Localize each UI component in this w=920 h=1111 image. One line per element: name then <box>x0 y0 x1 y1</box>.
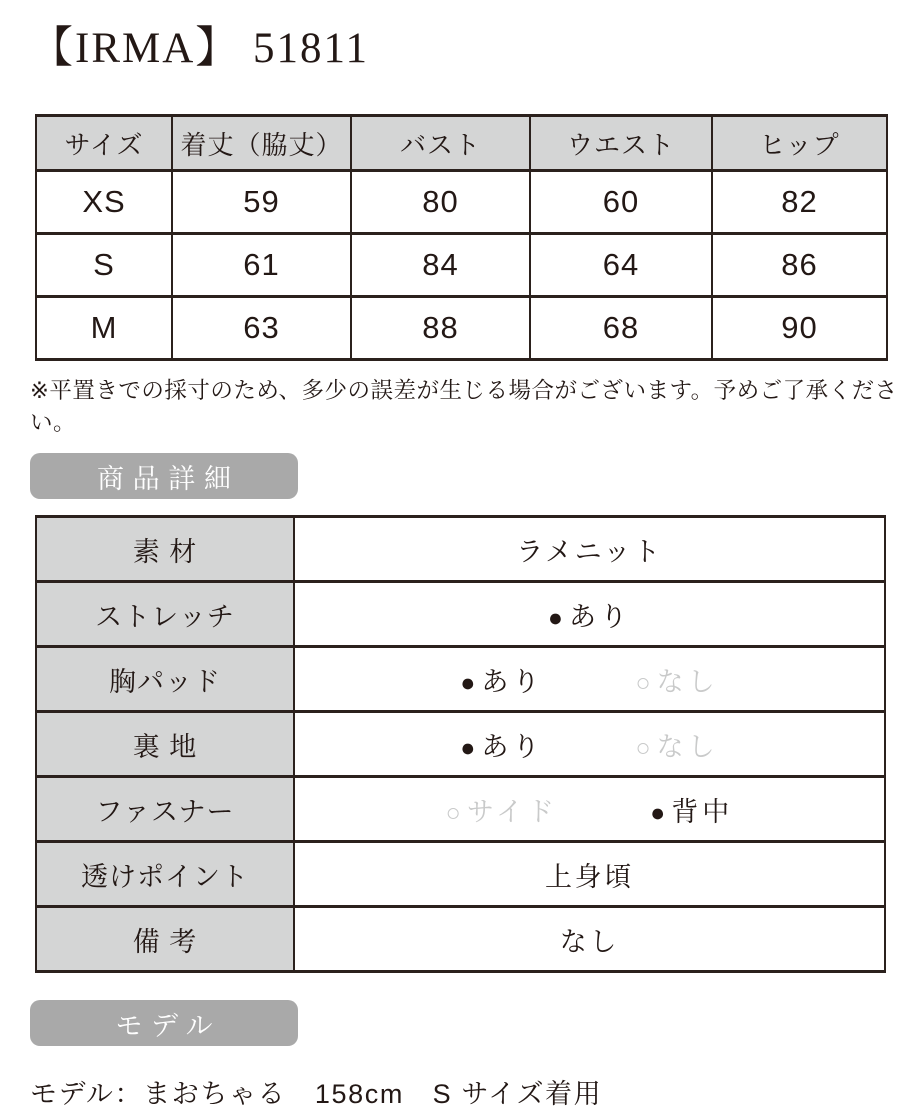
size-row-xs <box>36 171 887 234</box>
size-table <box>35 114 888 361</box>
detail-label: 裏 地 <box>36 712 294 777</box>
option-nashi <box>636 725 719 764</box>
size-table-header-row <box>36 116 887 171</box>
option-ari <box>460 725 543 764</box>
size-cell: 90 <box>712 297 887 360</box>
size-header-length: 着丈（脇丈） <box>172 116 351 171</box>
size-cell: 64 <box>530 234 712 297</box>
detail-row-chest-pad <box>36 647 885 712</box>
option-back <box>650 790 733 829</box>
details-table <box>35 515 886 973</box>
detail-value: なし <box>294 907 885 972</box>
size-cell: S <box>36 234 172 297</box>
detail-row-stretch <box>36 582 885 647</box>
size-cell: 63 <box>172 297 351 360</box>
model-description: モデル：まおちゃる 158cm S サイズ着用 <box>30 1079 603 1109</box>
option-label: 背中 <box>671 796 734 827</box>
option-label: なし <box>656 666 719 697</box>
size-cell: 60 <box>530 171 712 234</box>
size-cell: 88 <box>351 297 530 360</box>
filled-circle-icon: ● <box>650 798 670 827</box>
detail-label: 備 考 <box>36 907 294 972</box>
detail-label: ファスナー <box>36 777 294 842</box>
empty-circle-icon: ○ <box>635 668 655 697</box>
page-title: 【IRMA】 51811 <box>30 25 369 72</box>
detail-label: 素 材 <box>36 517 294 582</box>
empty-circle-icon: ○ <box>635 733 655 762</box>
product-details-badge: 商品詳細 <box>30 453 298 499</box>
size-cell: XS <box>36 171 172 234</box>
detail-value: ラメニット <box>294 517 885 582</box>
detail-value: 上身頃 <box>294 842 885 907</box>
option-label: サイド <box>466 796 559 827</box>
empty-circle-icon: ○ <box>445 798 465 827</box>
size-header-bust: バスト <box>351 116 530 171</box>
option-ari <box>460 660 543 699</box>
size-cell: 80 <box>351 171 530 234</box>
size-header-hip: ヒップ <box>712 116 887 171</box>
size-row-m <box>36 297 887 360</box>
detail-row-sheer-point <box>36 842 885 907</box>
size-cell: 59 <box>172 171 351 234</box>
detail-row-lining <box>36 712 885 777</box>
option-label: なし <box>656 731 719 762</box>
model-badge: モデル <box>30 1000 298 1046</box>
filled-circle-icon: ● <box>460 733 480 762</box>
option-label: あり <box>569 601 632 632</box>
size-header-size: サイズ <box>36 116 172 171</box>
option-side <box>446 790 558 829</box>
detail-label: 胸パッド <box>36 647 294 712</box>
size-cell: 82 <box>712 171 887 234</box>
detail-row-material <box>36 517 885 582</box>
size-cell: 61 <box>172 234 351 297</box>
size-cell: 84 <box>351 234 530 297</box>
size-header-waist: ウエスト <box>530 116 712 171</box>
size-cell: 86 <box>712 234 887 297</box>
detail-row-remarks <box>36 907 885 972</box>
measurement-note: ※平置きでの採寸のため、多少の誤差が生じる場合がございます。予めご了承ください。 <box>30 378 898 435</box>
detail-label: 透けポイント <box>36 842 294 907</box>
size-cell: 68 <box>530 297 712 360</box>
option-nashi <box>636 660 719 699</box>
filled-circle-icon: ● <box>547 603 568 632</box>
detail-row-fastener <box>36 777 885 842</box>
size-cell: M <box>36 297 172 360</box>
option-ari <box>548 595 631 634</box>
option-label: あり <box>481 731 544 762</box>
filled-circle-icon: ● <box>460 668 480 697</box>
size-row-s <box>36 234 887 297</box>
option-label: あり <box>481 666 544 697</box>
detail-label: ストレッチ <box>36 582 294 647</box>
